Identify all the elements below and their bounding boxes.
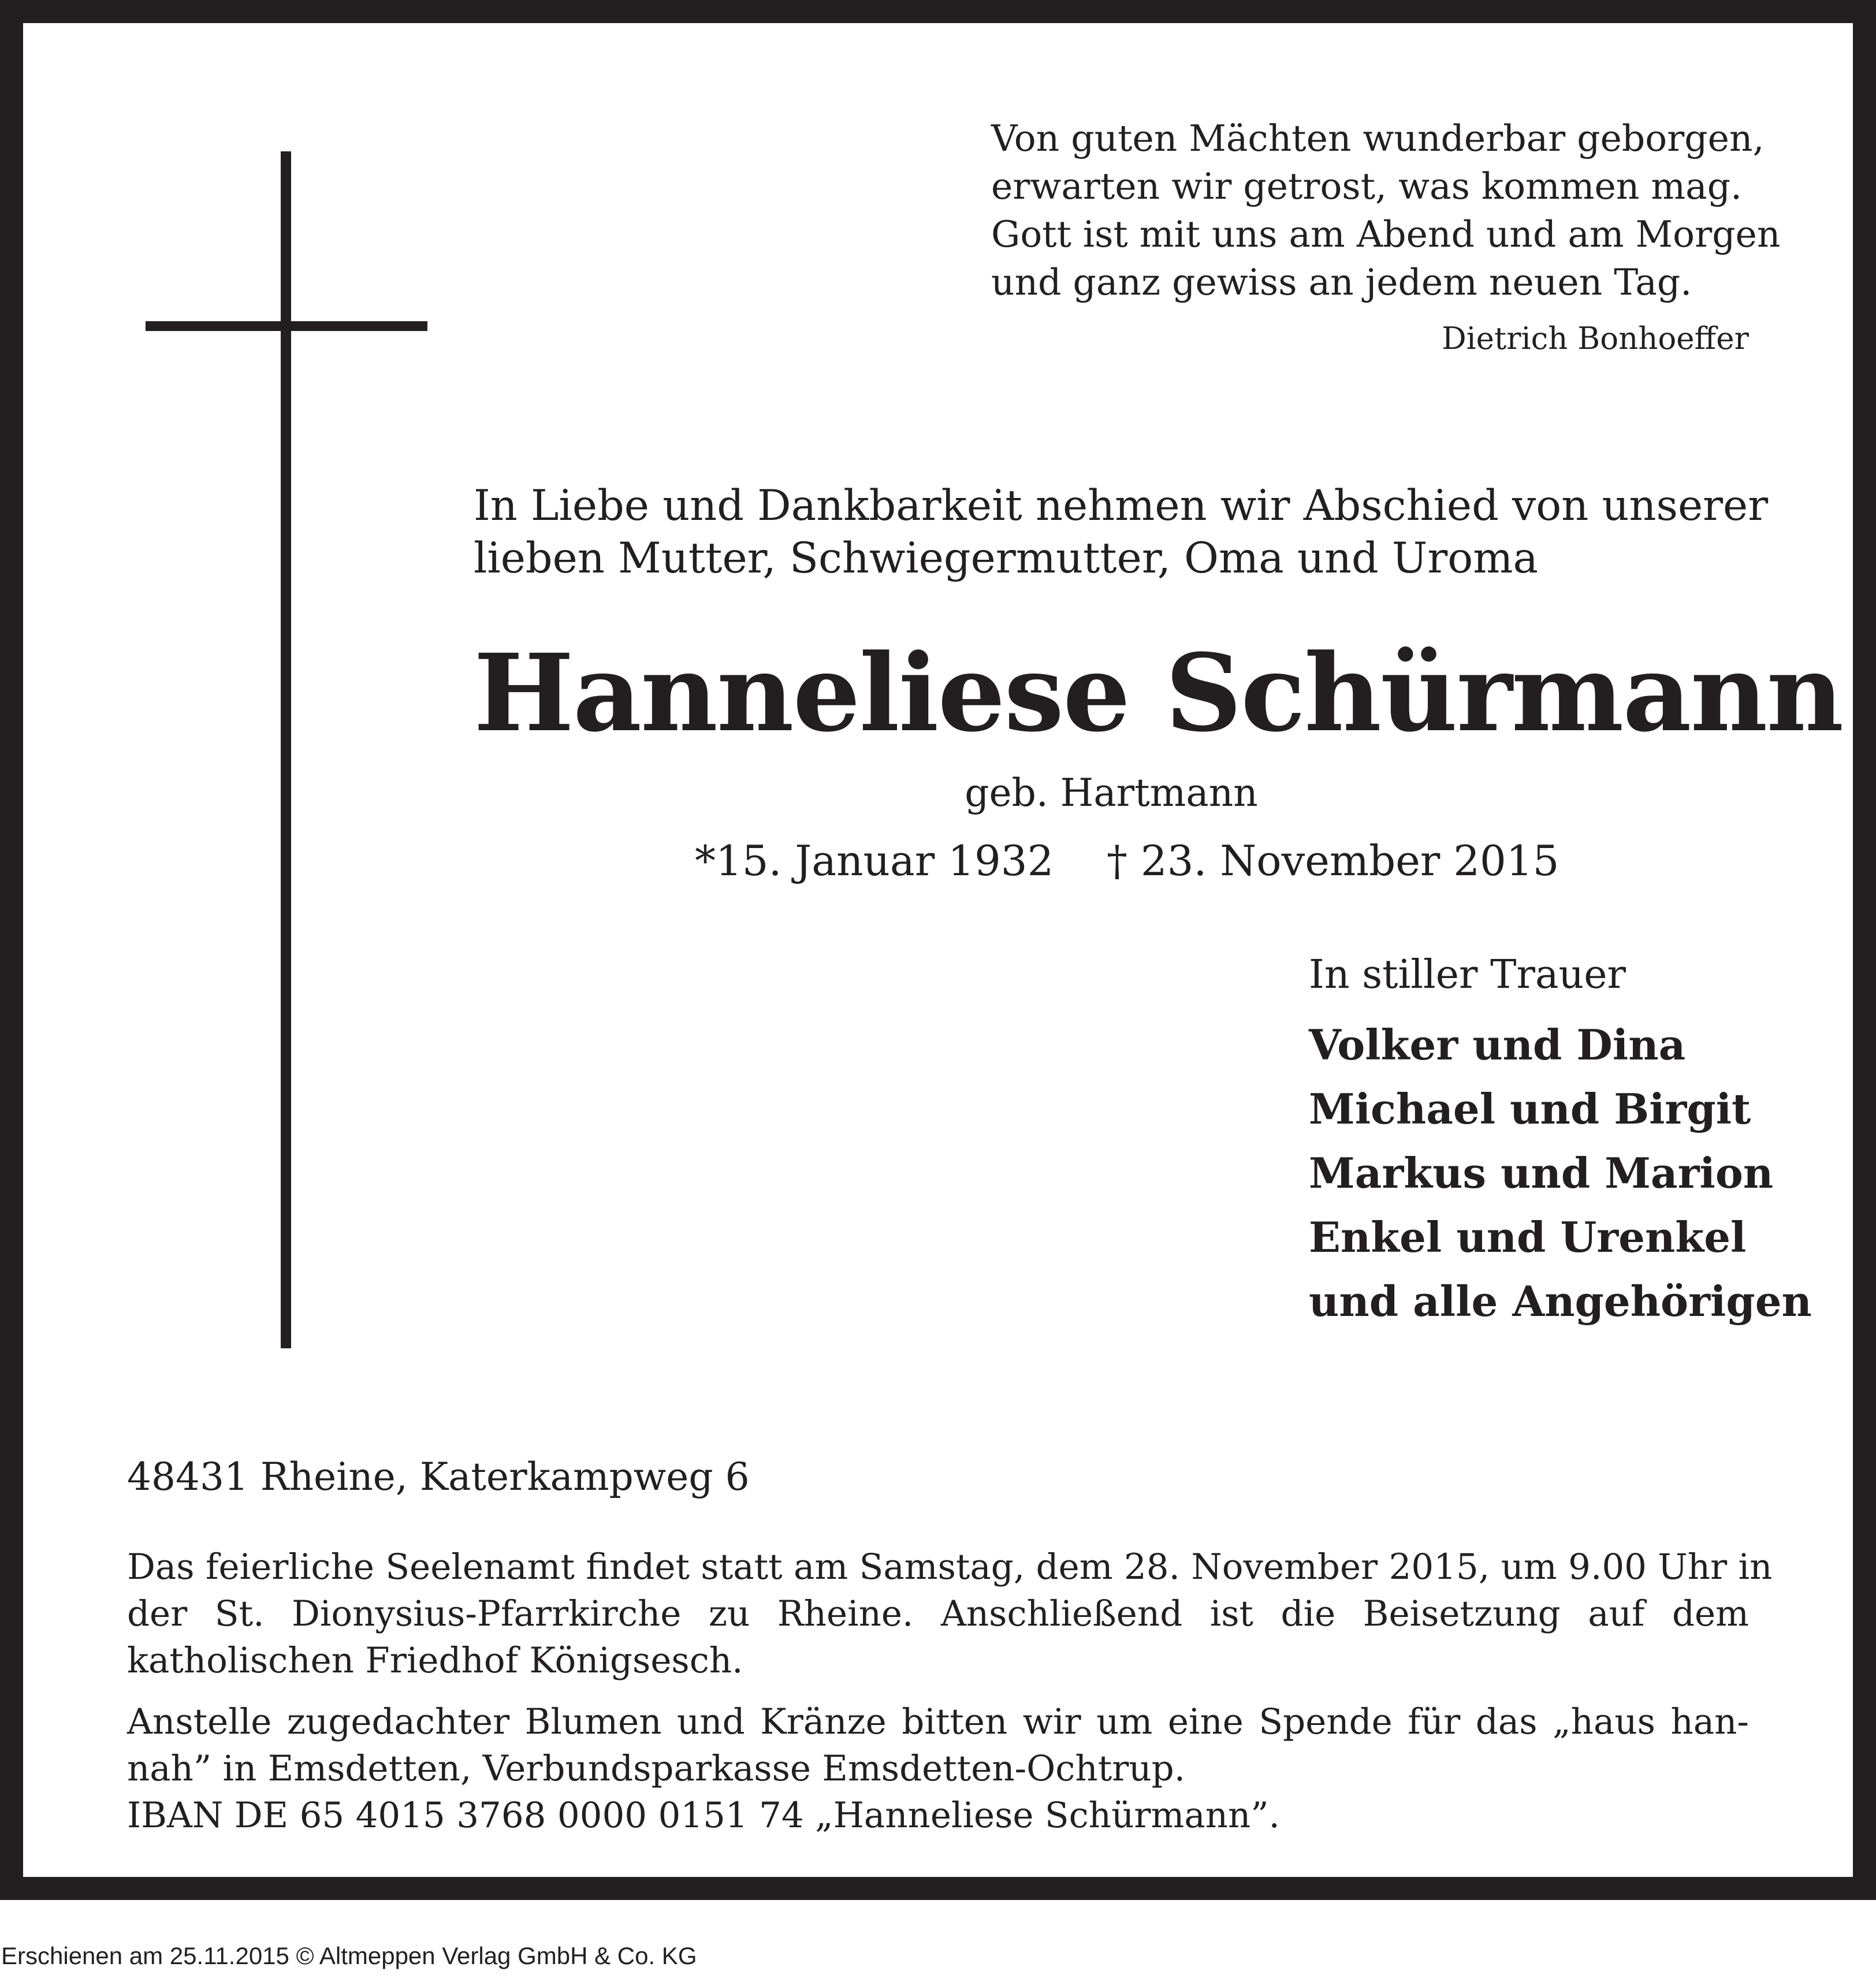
intro-text xyxy=(474,479,1769,585)
service-paragraph xyxy=(127,1544,1773,1684)
cross-horizontal-bar xyxy=(146,321,427,331)
donation-paragraph xyxy=(127,1698,1749,1839)
birth-date: *15. Januar 1932 xyxy=(695,836,1054,885)
mourners-block xyxy=(1309,949,1812,1333)
mourners-heading: In stiller Trauer xyxy=(1309,952,1626,998)
donation-line: nah” in Emsdetten, Verbundsparkasse Emsdetten-Ochtrup. xyxy=(127,1748,1186,1789)
service-line: Das feierliche Seelenamt findet statt am Samstag, dem 28. November 2015, um 9.00 Uhr in xyxy=(127,1546,1773,1587)
service-line: katholischen Friedhof Königsesch. xyxy=(127,1640,743,1681)
mourner-family: Michael und Birgit xyxy=(1309,1084,1751,1133)
deceased-name: Hanneliese Schürmann xyxy=(474,631,1843,756)
quote-line: erwarten wir getrost, was kommen mag. xyxy=(991,165,1743,207)
mourner-family: Enkel und Urenkel xyxy=(1309,1213,1747,1262)
quote-line: und ganz gewiss an jedem neuen Tag. xyxy=(991,261,1692,303)
intro-line: In Liebe und Dankbarkeit nehmen wir Abschied von unserer xyxy=(474,481,1769,530)
donation-line: Anstelle zugedachter Blumen und Kränze bitten wir um eine Spende für das „haus han- xyxy=(127,1701,1749,1742)
mourner-family: und alle Angehörigen xyxy=(1309,1277,1812,1326)
mourner-family: Volker und Dina xyxy=(1309,1020,1686,1069)
death-date: † 23. November 2015 xyxy=(1107,836,1559,885)
service-line: der St. Dionysius-Pfarrkirche zu Rheine. Anschließend ist die Beisetzung auf dem xyxy=(127,1593,1749,1634)
maiden-name: geb. Hartmann xyxy=(965,771,1258,815)
bonhoeffer-quote xyxy=(991,114,1781,306)
mourner-family: Markus und Marion xyxy=(1309,1148,1774,1198)
publication-footer: Erschienen am 25.11.2015 © Altmeppen Verlag GmbH & Co. KG xyxy=(1,1942,697,1969)
address: 48431 Rheine, Katerkampweg 6 xyxy=(127,1455,750,1499)
quote-author: Dietrich Bonhoeffer xyxy=(1442,321,1749,356)
quote-line: Von guten Mächten wunderbar geborgen, xyxy=(991,117,1765,159)
quote-line: Gott ist mit uns am Abend und am Morgen xyxy=(991,213,1781,255)
life-dates xyxy=(695,836,1559,885)
donation-line: IBAN DE 65 4015 3768 0000 0151 74 „Hanneliese Schürmann”. xyxy=(127,1795,1280,1836)
intro-line: lieben Mutter, Schwiegermutter, Oma und Uroma xyxy=(474,534,1539,583)
